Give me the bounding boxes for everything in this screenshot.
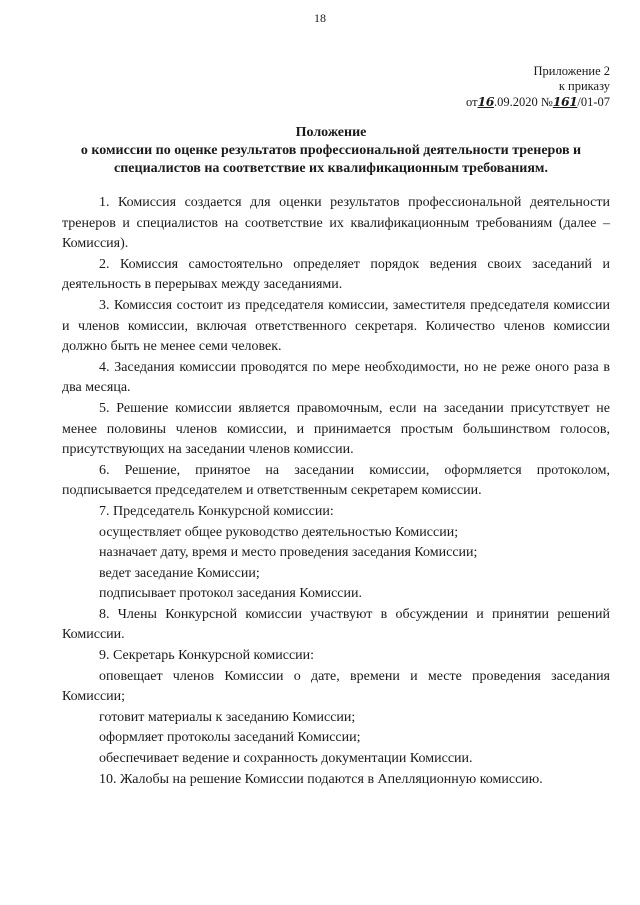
list-item: назначает дату, время и место проведения заседания Комиссии; — [99, 545, 478, 561]
list-item: ведет заседание Комиссии; — [99, 565, 260, 581]
list-item: оповещает членов Комиссии о дате, времени и месте проведения заседания Комиссии; — [62, 668, 610, 705]
handwritten-order-number: 161 — [552, 94, 578, 109]
paragraph: 3. Комиссия состоит из председателя комиссии, заместителя председателя комиссии и членов комиссии, включая ответственного секретаря. Количество членов комиссии должно быть не менее семи человек. — [62, 297, 610, 355]
paragraph: 5. Решение комиссии является правомочным, если на заседании присутствует не менее половины членов комиссии, и принимается простым большинством голосов, присутствующих на заседании членов комиссии. — [62, 400, 610, 458]
paragraph: 7. Председатель Конкурсной комиссии: — [99, 503, 334, 519]
handwritten-day: 16 — [477, 94, 494, 109]
heading-title: Положение — [295, 125, 367, 140]
paragraph: 1. Комиссия создается для оценки результатов профессиональной деятельности тренеров и специалистов на соответствие их квалификационным требованиям (далее – Комиссия). — [62, 195, 610, 252]
order-suffix: /01-07 — [577, 95, 610, 109]
paragraph: 9. Секретарь Конкурсной комиссии: — [99, 648, 315, 664]
list-item: оформляет протоколы заседаний Комиссии; — [99, 730, 361, 746]
date-rest: .09.2020 № — [493, 95, 553, 109]
document-body — [62, 193, 610, 790]
list-item: подписывает протокол заседания Комиссии. — [99, 586, 362, 602]
appendix-order-ref: к приказу — [558, 79, 610, 93]
heading-subtitle: о комиссии по оценке результатов профессиональной деятельности тренеров и специалистов на соответствие их квалификационным требованиям. — [80, 143, 582, 176]
paragraph: 8. Члены Конкурсной комиссии участвуют в обсуждении и принятии решений Комиссии. — [62, 606, 610, 643]
list-item: готовит материалы к заседанию Комиссии; — [99, 709, 356, 725]
list-item: обеспечивает ведение и сохранность документации Комиссии. — [99, 751, 473, 767]
appendix-title: Приложение 2 — [533, 64, 610, 78]
paragraph: 4. Заседания комиссии проводятся по мере необходимости, но не реже оного раза в два месяца. — [62, 359, 610, 396]
appendix-block — [466, 64, 610, 110]
list-item: осуществляет общее руководство деятельностью Комиссии; — [99, 524, 459, 540]
paragraph: 2. Комиссия самостоятельно определяет порядок ведения своих заседаний и деятельность в перерывах между заседаниями. — [62, 256, 610, 293]
date-prefix: от — [465, 95, 478, 109]
page-number: 18 — [314, 11, 326, 25]
appendix-date-line — [466, 94, 610, 110]
paragraph: 6. Решение, принятое на заседании комиссии, оформляется протоколом, подписывается председателем и ответственным секретарем комиссии. — [62, 462, 610, 499]
document-heading — [40, 124, 622, 178]
paragraph: 10. Жалобы на решение Комиссии подаются в Апелляционную комиссию. — [99, 771, 543, 787]
